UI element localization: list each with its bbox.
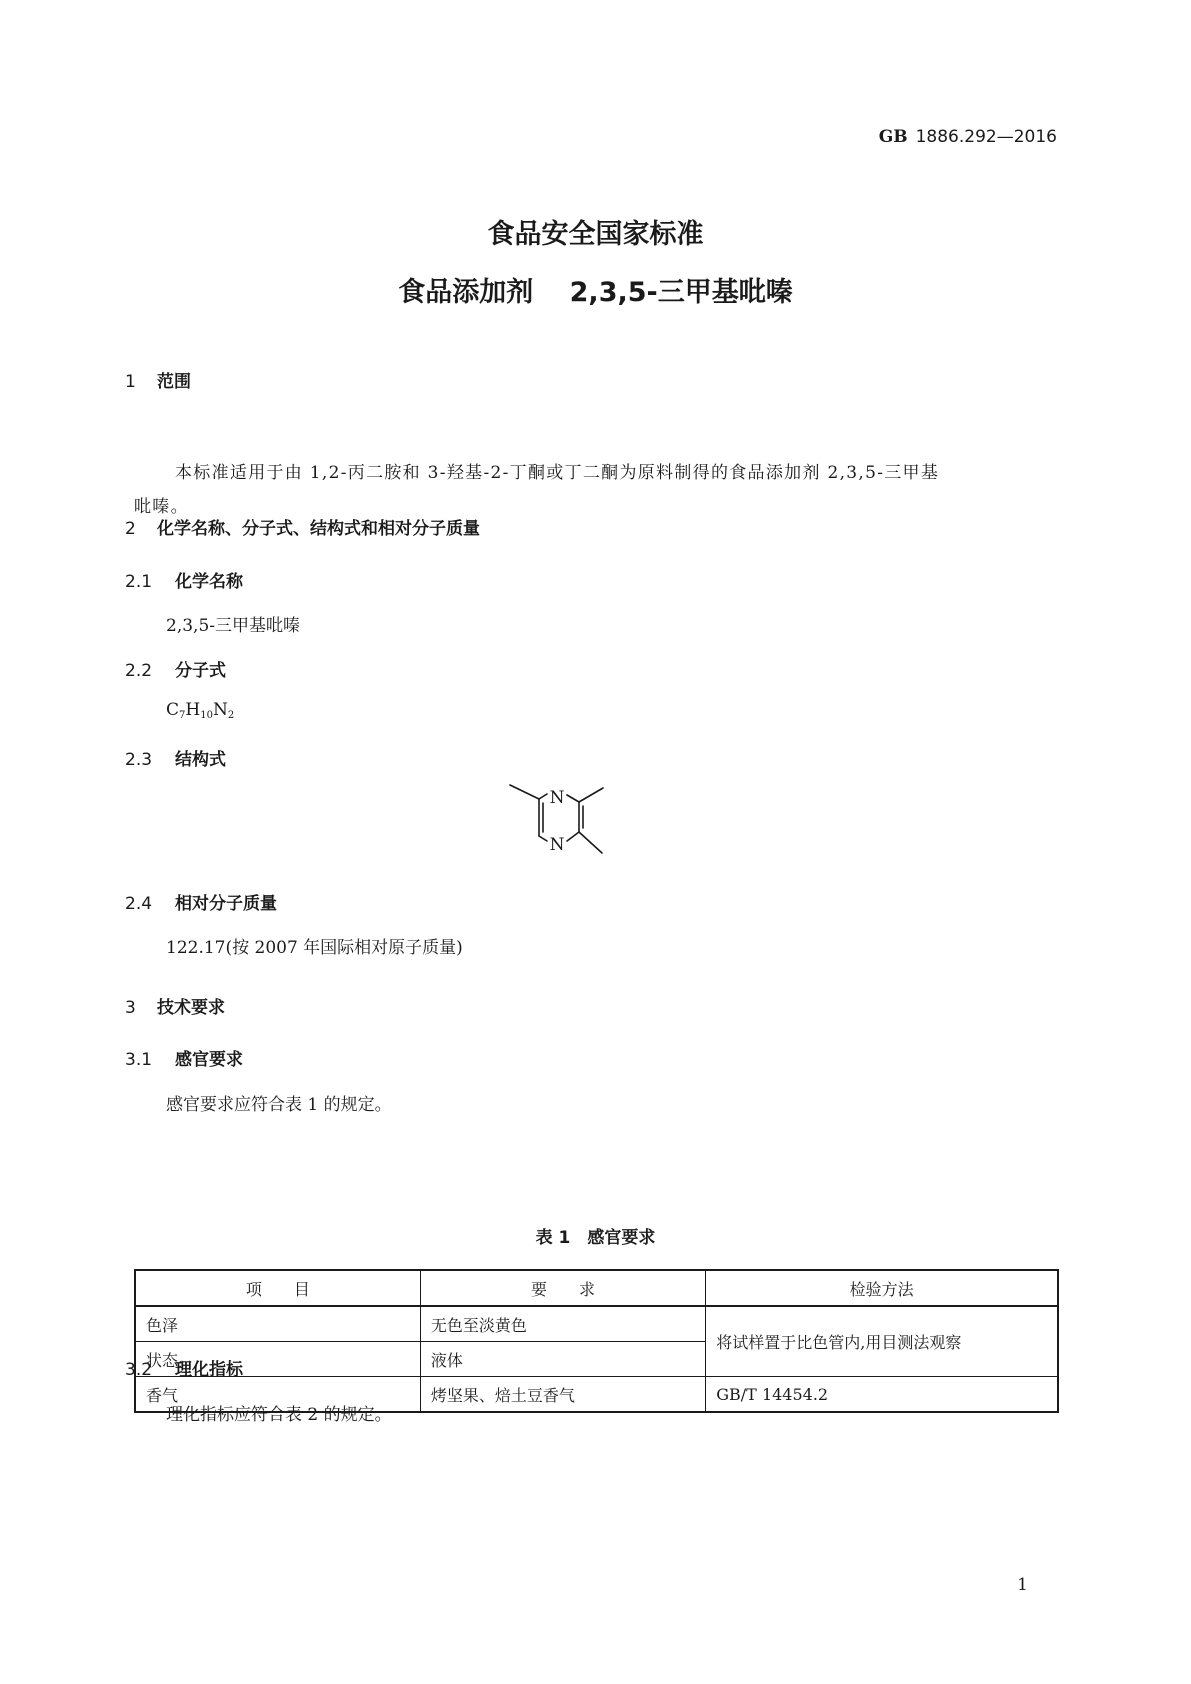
section-1-heading <box>125 367 191 392</box>
column-header-item: 项 目 <box>135 1270 420 1306</box>
section-2-3-heading <box>125 745 226 770</box>
cell-item: 香气 <box>135 1377 420 1413</box>
section-title: 化学名称、分子式、结构式和相对分子质量 <box>157 519 480 539</box>
table-row <box>135 1306 1058 1342</box>
section-title: 理化指标 <box>175 1360 243 1380</box>
section-number: 3.1 <box>125 1050 153 1070</box>
section-title: 技术要求 <box>157 998 225 1018</box>
standard-number: 1886.292—2016 <box>915 127 1057 147</box>
cell-method: GB/T 14454.2 <box>706 1377 1058 1413</box>
formula-subscript: 7 <box>179 710 186 721</box>
molecular-formula <box>166 700 234 721</box>
section-2-1-heading <box>125 567 243 592</box>
document-title: 食品安全国家标准 <box>487 219 704 250</box>
sensory-requirement-note: 感官要求应符合表 1 的规定。 <box>166 1095 392 1115</box>
section-2-2-heading <box>125 656 226 681</box>
section-2-heading <box>125 514 480 539</box>
cell-requirement: 液体 <box>420 1342 705 1377</box>
formula-element-h: H <box>185 700 201 720</box>
structural-formula <box>495 780 625 876</box>
section-3-1-heading <box>125 1045 243 1070</box>
section-number: 2.2 <box>125 661 153 681</box>
cell-item: 状态 <box>135 1342 420 1377</box>
formula-element-c: C <box>166 700 180 720</box>
section-2-4-heading <box>125 889 277 914</box>
formula-subscript: 10 <box>200 710 213 721</box>
section-number: 1 <box>125 372 136 392</box>
page-number: 1 <box>1017 1575 1028 1595</box>
standard-code <box>879 127 1057 147</box>
section-number: 2.3 <box>125 750 153 770</box>
scope-text-line1: 本标准适用于由 1,2-丙二胺和 3-羟基-2-丁酮或丁二酮为原料制得的食品添加剂 2,3,5-三甲基 <box>175 463 940 483</box>
cell-method-merged: 将试样置于比色管内,用目测法观察 <box>706 1306 1058 1377</box>
section-number: 3.2 <box>125 1360 153 1380</box>
section-title: 相对分子质量 <box>175 894 277 914</box>
sensory-requirements-table <box>134 1269 1059 1413</box>
formula-element-n: N <box>212 700 228 720</box>
nitrogen-atom-bottom: N <box>549 835 565 855</box>
chemical-name: 2,3,5-三甲基吡嗪 <box>166 616 300 636</box>
section-number: 2 <box>125 519 136 539</box>
section-number: 2.4 <box>125 894 153 914</box>
cell-requirement: 无色至淡黄色 <box>420 1306 705 1342</box>
nitrogen-atom-top: N <box>549 788 565 808</box>
section-title: 范围 <box>157 372 191 392</box>
section-title: 化学名称 <box>175 572 243 592</box>
scope-text-line2: 吡嗪。 <box>134 497 189 517</box>
formula-subscript: 2 <box>227 710 235 721</box>
section-title: 感官要求 <box>175 1050 243 1070</box>
section-3-2-heading <box>125 1355 243 1380</box>
section-title: 分子式 <box>175 661 226 681</box>
section-number: 3 <box>125 998 136 1018</box>
table-1-caption: 表 1 感官要求 <box>535 1228 656 1248</box>
section-number: 2.1 <box>125 572 153 592</box>
column-header-method: 检验方法 <box>706 1270 1058 1306</box>
table-header-row <box>135 1270 1058 1306</box>
physicochemical-note: 理化指标应符合表 2 的规定。 <box>166 1405 392 1425</box>
section-3-heading <box>125 993 225 1018</box>
standard-prefix: GB <box>878 127 908 147</box>
section-title: 结构式 <box>175 750 226 770</box>
cell-item: 色泽 <box>135 1306 420 1342</box>
document-subtitle: 食品添加剂 2,3,5-三甲基吡嗪 <box>398 277 793 308</box>
molecular-mass: 122.17(按 2007 年国际相对原子质量) <box>166 938 463 958</box>
column-header-requirement: 要 求 <box>420 1270 705 1306</box>
cell-requirement: 烤坚果、焙土豆香气 <box>420 1377 705 1413</box>
